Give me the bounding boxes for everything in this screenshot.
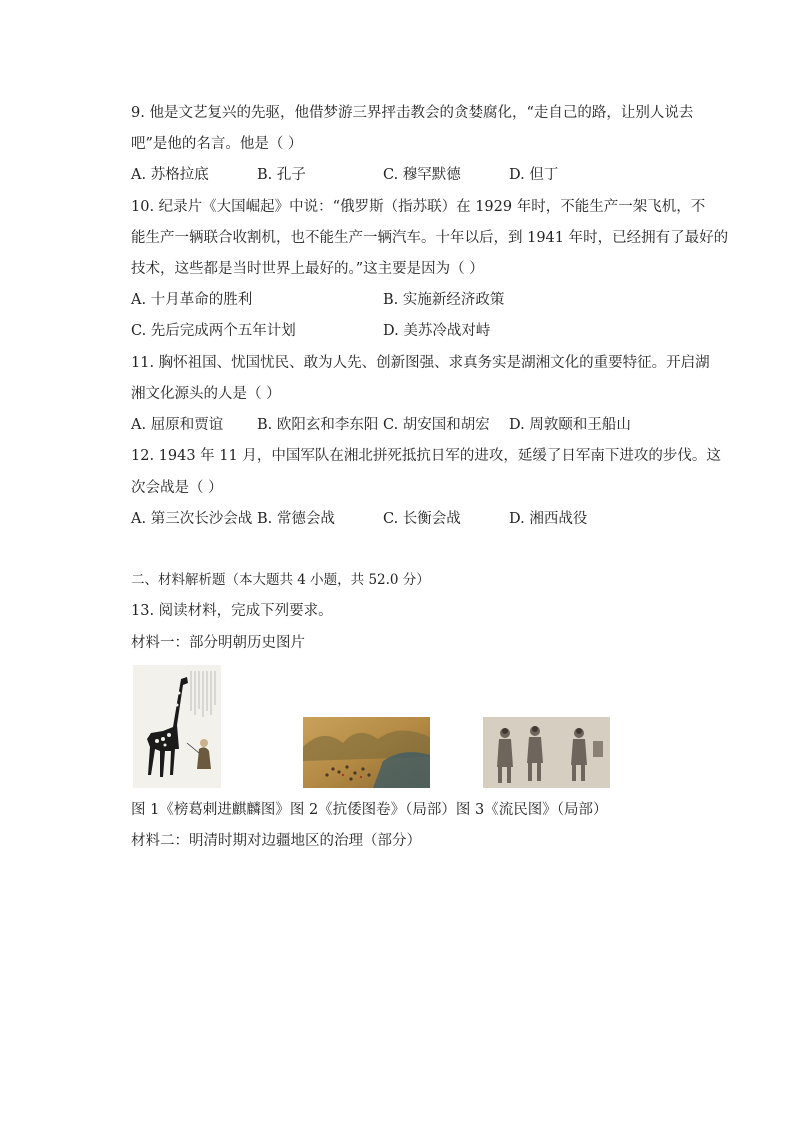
q9-option-c: C. 穆罕默德 (383, 167, 461, 183)
q11-option-a: A. 屈原和贾谊 (131, 417, 224, 433)
q12-option-b: B. 常德会战 (257, 511, 335, 527)
q12-option-d: D. 湘西战役 (509, 511, 588, 527)
q11-stem-line-1: 11. 胸怀祖国、忧国忧民、敢为人先、创新图强、求真务实是湖湘文化的重要特征。开启湖 (131, 355, 710, 371)
figures-caption: 图 1《榜葛剌进麒麟图》图 2《抗倭图卷》（局部）图 3《流民图》（局部） (131, 802, 608, 818)
q11-stem-line-2: 湘文化源头的人是（ ） (131, 386, 281, 402)
q12-option-c: C. 长衡会战 (383, 511, 461, 527)
figure-3-refugees-image (483, 717, 610, 788)
q10-option-d: D. 美苏冷战对峙 (383, 323, 491, 339)
q9-option-d: D. 但丁 (509, 167, 559, 183)
q9-stem-line-1: 9. 他是文艺复兴的先驱，他借梦游三界抨击教会的贪婪腐化，“走自己的路，让别人说去 (131, 105, 694, 121)
q11-option-b: B. 欧阳玄和李东阳 (257, 417, 379, 433)
figure-2-scroll-image (303, 717, 430, 788)
q11-option-d: D. 周敦颐和王船山 (509, 417, 631, 433)
q12-stem-line-1: 12. 1943 年 11 月，中国军队在湘北拼死抵抗日军的进攻，延缓了日军南下进攻的步伐。这 (131, 448, 721, 464)
q13-stem: 13. 阅读材料，完成下列要求。 (131, 603, 333, 619)
q10-stem-line-3: 技术，这些都是当时世界上最好的。”这主要是因为（ ） (131, 261, 484, 277)
figure-1-giraffe-image (133, 665, 221, 788)
q10-stem-line-2: 能生产一辆联合收割机，也不能生产一辆汽车。十年以后，到 1941 年时，已经拥有了最好的 (131, 230, 729, 246)
q10-option-c: C. 先后完成两个五年计划 (131, 323, 296, 339)
section-heading: 二、材料解析题（本大题共 4 小题，共 52.0 分） (131, 572, 430, 588)
material-2-label: 材料二：明清时期对边疆地区的治理（部分） (131, 833, 421, 849)
q10-stem-line-1: 10. 纪录片《大国崛起》中说：“俄罗斯（指苏联）在 1929 年时，不能生产一架飞机，不 (131, 199, 706, 215)
q12-option-a: A. 第三次长沙会战 (131, 511, 253, 527)
q9-option-a: A. 苏格拉底 (131, 167, 209, 183)
q9-option-b: B. 孔子 (257, 167, 306, 183)
q10-option-b: B. 实施新经济政策 (383, 292, 505, 308)
q11-option-c: C. 胡安国和胡宏 (383, 417, 490, 433)
q9-stem-line-2: 吧”是他的名言。他是（ ） (131, 136, 303, 152)
q10-option-a: A. 十月革命的胜利 (131, 292, 253, 308)
material-1-label: 材料一：部分明朝历史图片 (131, 635, 305, 651)
q12-stem-line-2: 次会战是（ ） (131, 480, 223, 496)
